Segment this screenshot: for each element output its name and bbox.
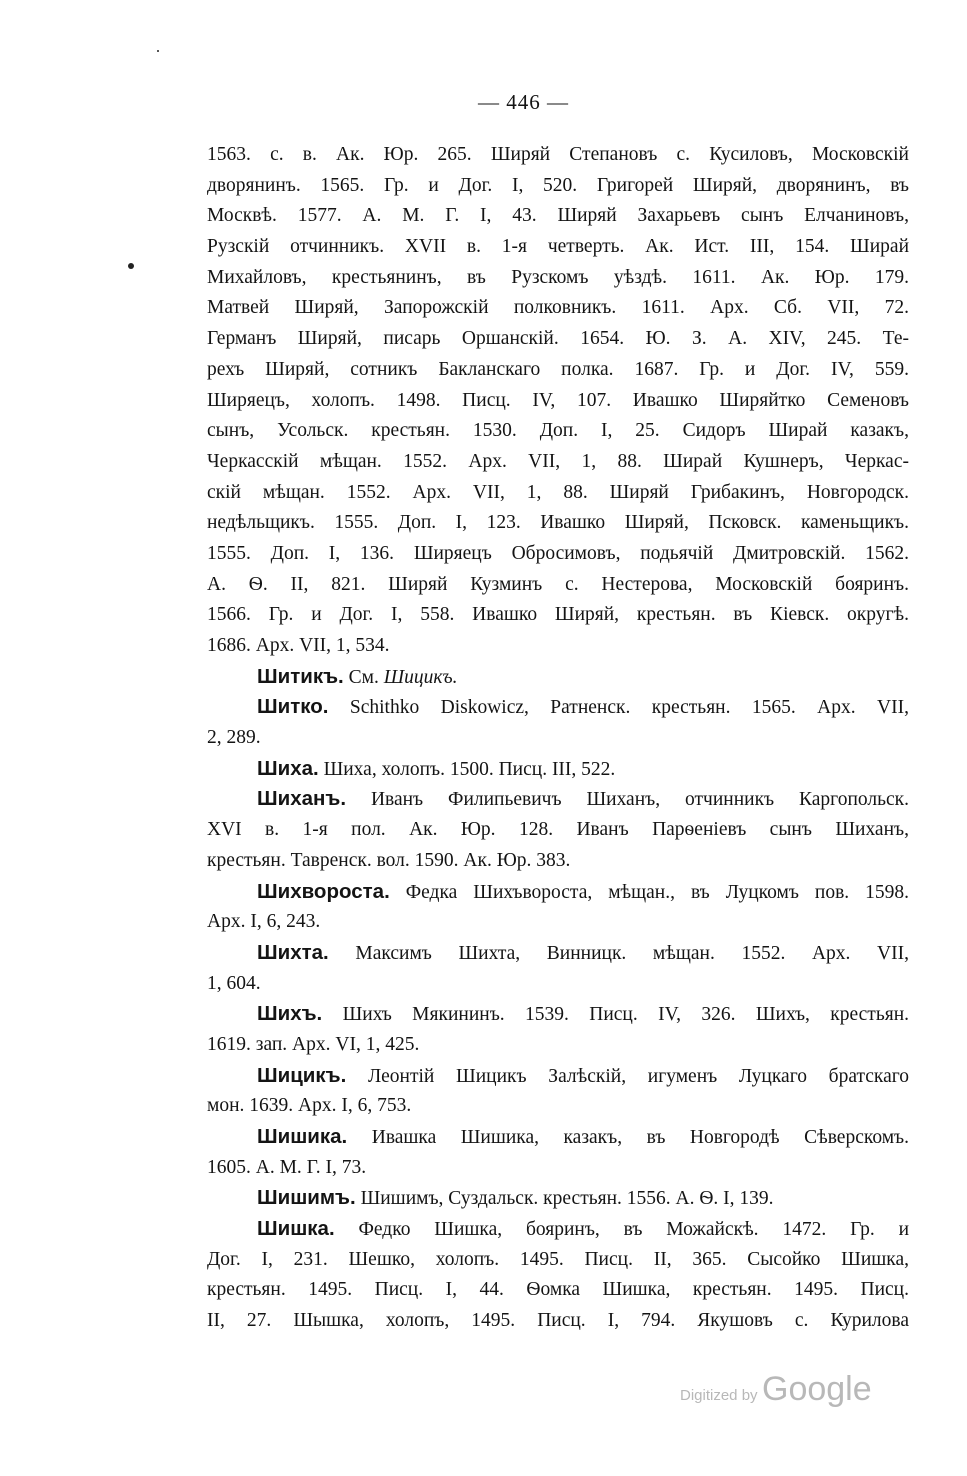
dictionary-entry [207, 662, 909, 693]
text-line [207, 1183, 909, 1214]
dictionary-entry [207, 692, 909, 753]
entry-headword: Шишимъ. [257, 1186, 356, 1210]
entry-text: Шиха, холопъ. 1500. Писц. III, 522. [323, 758, 616, 780]
digitized-watermark [680, 1370, 872, 1409]
entry-text: Федка Шихъвороста, мѣщан., въ Луцкомъ пов. 1598. [405, 881, 910, 903]
text-line: Москвѣ. 1577. А. М. Г. I, 43. Ширяй Захарьевъ сынъ Елчаниновъ, [207, 205, 909, 227]
text-line: Ширяецъ, холопъ. 1498. Писц. IV, 107. Ивашко Ширяйтко Семеновъ [207, 389, 909, 411]
text-line: 1619. зап. Арх. VI, 1, 425. [207, 1033, 420, 1055]
text-line [207, 1214, 909, 1245]
entry-text: См. [348, 666, 379, 688]
text-line: 2, 289. [207, 727, 261, 749]
entry-headword: Шихта. [257, 940, 329, 964]
margin-dot-mark [128, 263, 134, 269]
entry-headword: Шихвороста. [257, 879, 390, 903]
dictionary-entry [207, 999, 909, 1060]
text-line: Германъ Ширяй, писарь Оршанскій. 1654. Ю. З. А. XIV, 245. Те- [207, 328, 909, 350]
entry-headword: Шитикъ. [257, 664, 344, 688]
text-line: дворянинъ. 1565. Гр. и Дог. I, 520. Григорей Ширяй, дворянинъ, въ [207, 174, 909, 196]
page-number: — 446 — [478, 90, 569, 114]
text-line: 1566. Гр. и Дог. I, 558. Ивашко Ширяй, крестьян. въ Кіевск. округѣ. [207, 604, 909, 626]
entry-text: Шихъ Мякининъ. 1539. Писц. IV, 326. Шихъ, крестьян. [342, 1004, 909, 1026]
entry-headword: Шиха. [257, 756, 319, 780]
entry-text: Schithko Diskowicz, Ратненск. крестьян. 1565. Арх. VII, [349, 697, 909, 719]
dictionary-entry [207, 1122, 909, 1183]
text-line: мон. 1639. Арх. I, 6, 753. [207, 1095, 412, 1117]
watermark-prefix: Digitized by [680, 1387, 758, 1404]
dictionary-entry [207, 877, 909, 938]
cross-reference: Шицикъ. [383, 666, 458, 688]
text-line: Черкасскій мѣщан. 1552. Арх. VII, 1, 88. Ширай Кушнеръ, Черкас- [207, 450, 909, 472]
text-line [207, 999, 909, 1030]
text-line: Дог. I, 231. Шешко, холопъ. 1495. Писц. II, 365. Сысойко Шишка, [207, 1248, 909, 1270]
text-line [207, 1122, 909, 1153]
text-line: сынъ, Усольск. крестьян. 1530. Доп. I, 25. Сидоръ Ширай казакъ, [207, 420, 909, 442]
text-line: рехъ Ширяй, сотникъ Бакланскаго полка. 1687. Гр. и Дог. IV, 559. [207, 358, 909, 380]
text-line: 1, 604. [207, 972, 261, 994]
text-line: 1686. Арх. VII, 1, 534. [207, 635, 390, 656]
dictionary-entry [207, 1214, 909, 1337]
entry-headword: Шихъ. [257, 1002, 323, 1026]
text-line [207, 877, 909, 908]
entry-text: Федко Шишка, бояринъ, въ Можайскѣ. 1472. Гр. и [358, 1219, 910, 1241]
entry-headword: Шитко. [257, 695, 329, 719]
text-line [207, 662, 909, 693]
text-line [207, 938, 909, 969]
entry-headword: Шишика. [257, 1125, 348, 1148]
text-line [207, 784, 909, 815]
text-line: Матвей Ширяй, Запорожскій полковникъ. 1611. Арх. Сб. VII, 72. [207, 297, 909, 319]
text-line: Рузскій отчинникъ. XVII в. 1-я четверть. Ак. Ист. III, 154. Ширай [207, 236, 909, 258]
dictionary-entry [207, 754, 909, 785]
entry-text: Максимъ Шихта, Винницк. мѣщан. 1552. Арх. VII, [355, 942, 909, 964]
text-line: II, 27. Шышка, холопъ, 1495. Писц. I, 794. Якушовъ с. Курилова [207, 1310, 909, 1332]
continued-entry [207, 140, 909, 662]
text-line: недѣльщикъ. 1555. Доп. I, 123. Ивашко Ширяй, Псковск. каменьщикъ. [207, 512, 909, 534]
dictionary-entry [207, 938, 909, 999]
dictionary-body [207, 140, 909, 1337]
entry-headword: Шицикъ. [257, 1063, 347, 1087]
dictionary-entry [207, 1061, 909, 1122]
entry-text: Леонтій Шицикъ Залѣскій, игуменъ Луцкаго братскаго [368, 1065, 909, 1087]
entry-text: Шишимъ, Суздальск. крестьян. 1556. А. Ѳ. I, 139. [360, 1188, 774, 1210]
margin-tick-mark [157, 50, 159, 52]
text-line: скій мѣщан. 1552. Арх. VII, 1, 88. Ширяй Грибакинъ, Новгородск. [207, 481, 909, 503]
dictionary-entry [207, 1183, 909, 1214]
text-line: 1555. Доп. I, 136. Ширяецъ Обросимовъ, подьячій Дмитровскій. 1562. [207, 542, 909, 564]
text-line: 1605. А. М. Г. I, 73. [207, 1156, 367, 1178]
entry-headword: Шиханъ. [257, 787, 347, 811]
google-logo: Google [762, 1370, 872, 1408]
dictionary-entry [207, 784, 909, 876]
entry-headword: Шишка. [257, 1217, 335, 1241]
entry-text: Иванъ Филипьевичъ Шиханъ, отчинникъ Каргопольск. [370, 789, 909, 811]
text-line: крестьян. 1495. Писц. I, 44. Ѳомка Шишка, крестьян. 1495. Писц. [207, 1279, 909, 1301]
text-line [207, 692, 909, 723]
entry-text: Ивашка Шишика, казакъ, въ Новгородѣ Сѣверскомъ. [371, 1127, 910, 1148]
text-line: А. Ѳ. II, 821. Ширяй Кузминъ с. Нестерова, Московскій бояринъ. [207, 573, 909, 595]
text-line [207, 754, 909, 785]
text-line: XVI в. 1-я пол. Ак. Юр. 128. Иванъ Парѳеніевъ сынъ Шиханъ, [207, 819, 909, 841]
text-line [207, 1061, 909, 1092]
text-line: Михайловъ, крестьянинъ, въ Рузскомъ уѣздѣ. 1611. Ак. Юр. 179. [207, 266, 909, 288]
text-line: крестьян. Тавренск. вол. 1590. Ак. Юр. 383. [207, 849, 571, 871]
text-line: 1563. с. в. Ак. Юр. 265. Ширяй Степановъ с. Кусиловъ, Московскій [207, 144, 909, 165]
text-line: Арх. I, 6, 243. [207, 911, 321, 933]
